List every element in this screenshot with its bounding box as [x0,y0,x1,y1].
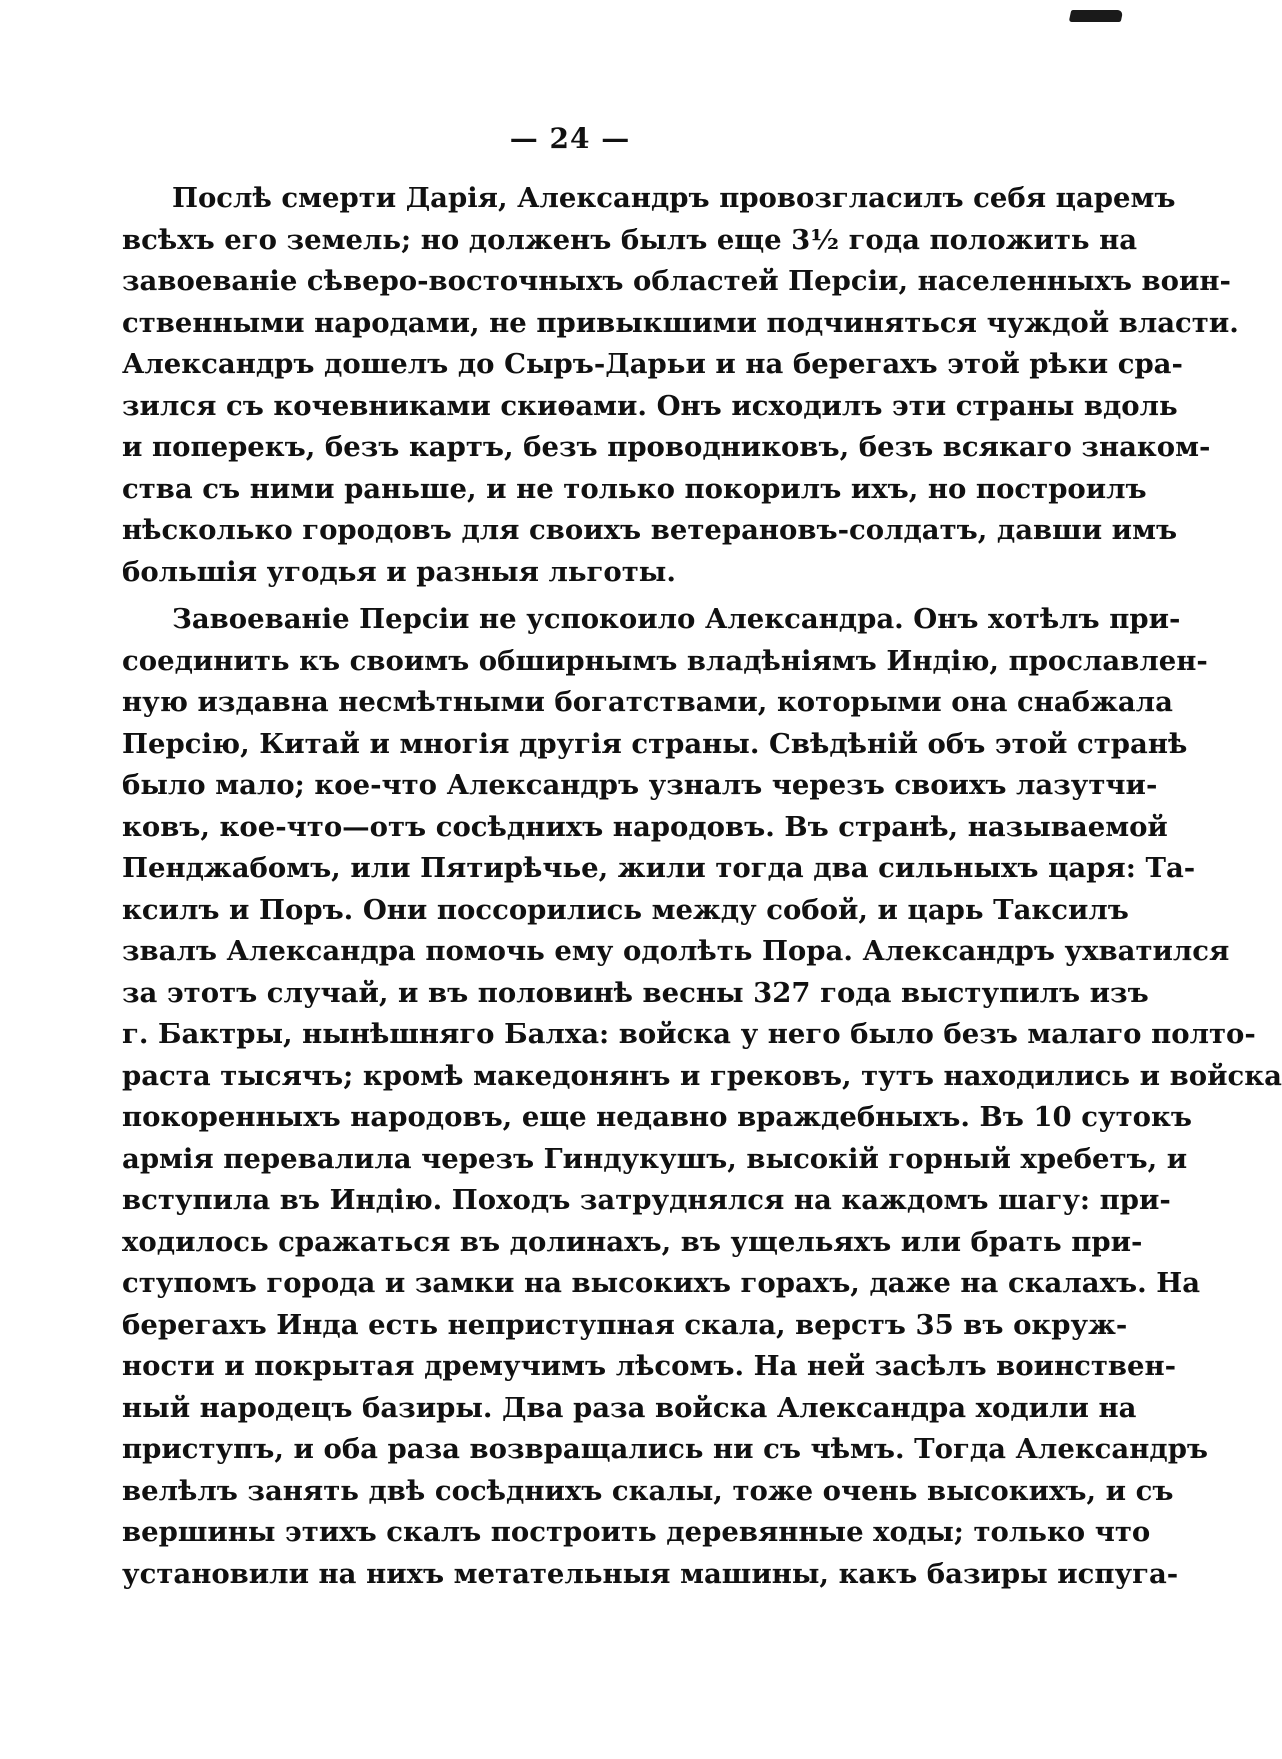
text-line: армія перевалила черезъ Гиндукушъ, высокій горный хребетъ, и [122,1142,1188,1175]
text-line: большія угодья и разныя льготы. [122,555,676,588]
text-line: покоренныхъ народовъ, еще недавно враждебныхъ. Въ 10 сутокъ [122,1101,1192,1133]
text-line: ходилось сражаться въ долинахъ, въ ущельяхъ или брать при- [122,1225,1143,1258]
text-line: г. Бактры, нынѣшняго Балха: войска у него было безъ малаго полто- [122,1018,1256,1050]
text-line: соединить къ своимъ обширнымъ владѣніямъ Индію, прославлен- [122,644,1208,677]
text-line: нѣсколько городовъ для своихъ ветерановъ-солдатъ, давши имъ [122,514,1178,546]
text-line: Пенджабомъ, или Пятирѣчье, жили тогда два сильныхъ царя: Та- [122,852,1196,884]
text-line: берегахъ Инда есть неприступная скала, верстъ 35 въ окруж- [122,1308,1128,1341]
text-line: Завоеваніе Персіи не успокоило Александра. Онъ хотѣлъ при- [172,603,1181,635]
text-line: ности и покрытая дремучимъ лѣсомъ. На ней засѣлъ воинствен- [122,1350,1177,1382]
text-line: было мало; кое-что Александръ узналъ черезъ своихъ лазутчи- [122,769,1158,801]
text-line: завоеваніе сѣверо-восточныхъ областей Персіи, населенныхъ воин- [122,265,1231,297]
text-line: приступъ, и оба раза возвращались ни съ чѣмъ. Тогда Александръ [122,1433,1209,1465]
text-line: установили на нихъ метательныя машины, какъ базиры испуга- [122,1557,1179,1590]
text-line: ный народецъ базиры. Два раза войска Александра ходили на [122,1391,1137,1424]
text-line: зился съ кочевниками скиѳами. Онъ исходилъ эти страны вдоль [122,389,1178,422]
text-body [122,178,1282,1595]
text-line: ковъ, кое-что—отъ сосѣднихъ народовъ. Въ странѣ, называемой [122,810,1168,843]
text-line: раста тысячъ; кромѣ македонянъ и грековъ, тутъ находились и войска [122,1059,1282,1092]
text-line: ступомъ города и замки на высокихъ горахъ, даже на скалахъ. На [122,1267,1201,1299]
paragraph-1 [122,178,1239,593]
text-line: вступила въ Индію. Походъ затруднялся на каждомъ шагу: при- [122,1184,1171,1216]
text-line: Послѣ смерти Дарія, Александръ провозгласилъ себя царемъ [172,182,1176,214]
text-line: звалъ Александра помочь ему одолѣть Пора. Александръ ухватился [122,935,1230,967]
text-line: и поперекъ, безъ картъ, безъ проводниковъ, безъ всякаго знаком- [122,431,1211,463]
text-line: ственными народами, не привыкшими подчиняться чуждой власти. [122,306,1239,339]
paragraph-2 [122,599,1282,1595]
text-line: ную издавна несмѣтными богатствами, которыми она снабжала [122,686,1173,718]
text-line: велѣлъ занять двѣ сосѣднихъ скалы, тоже очень высокихъ, и съ [122,1474,1174,1507]
text-line: Александръ дошелъ до Сыръ-Дарьи и на берегахъ этой рѣки сра- [122,348,1183,380]
text-line: всѣхъ его земель; но долженъ былъ еще 3½ года положить на [122,223,1138,256]
text-line: за этотъ случай, и въ половинѣ весны 327 года выступилъ изъ [122,976,1149,1009]
text-line: ства съ ними раньше, и не только покорилъ ихъ, но построилъ [122,472,1147,505]
text-line: вершины этихъ скалъ построить деревянные ходы; только что [122,1516,1151,1548]
page-number: — 24 — [509,122,631,155]
ink-blot-mark [1069,10,1124,22]
text-line: ксилъ и Поръ. Они поссорились между собой, и царь Таксилъ [122,893,1129,926]
text-line: Персію, Китай и многія другія страны. Свѣдѣній объ этой странѣ [122,727,1188,760]
